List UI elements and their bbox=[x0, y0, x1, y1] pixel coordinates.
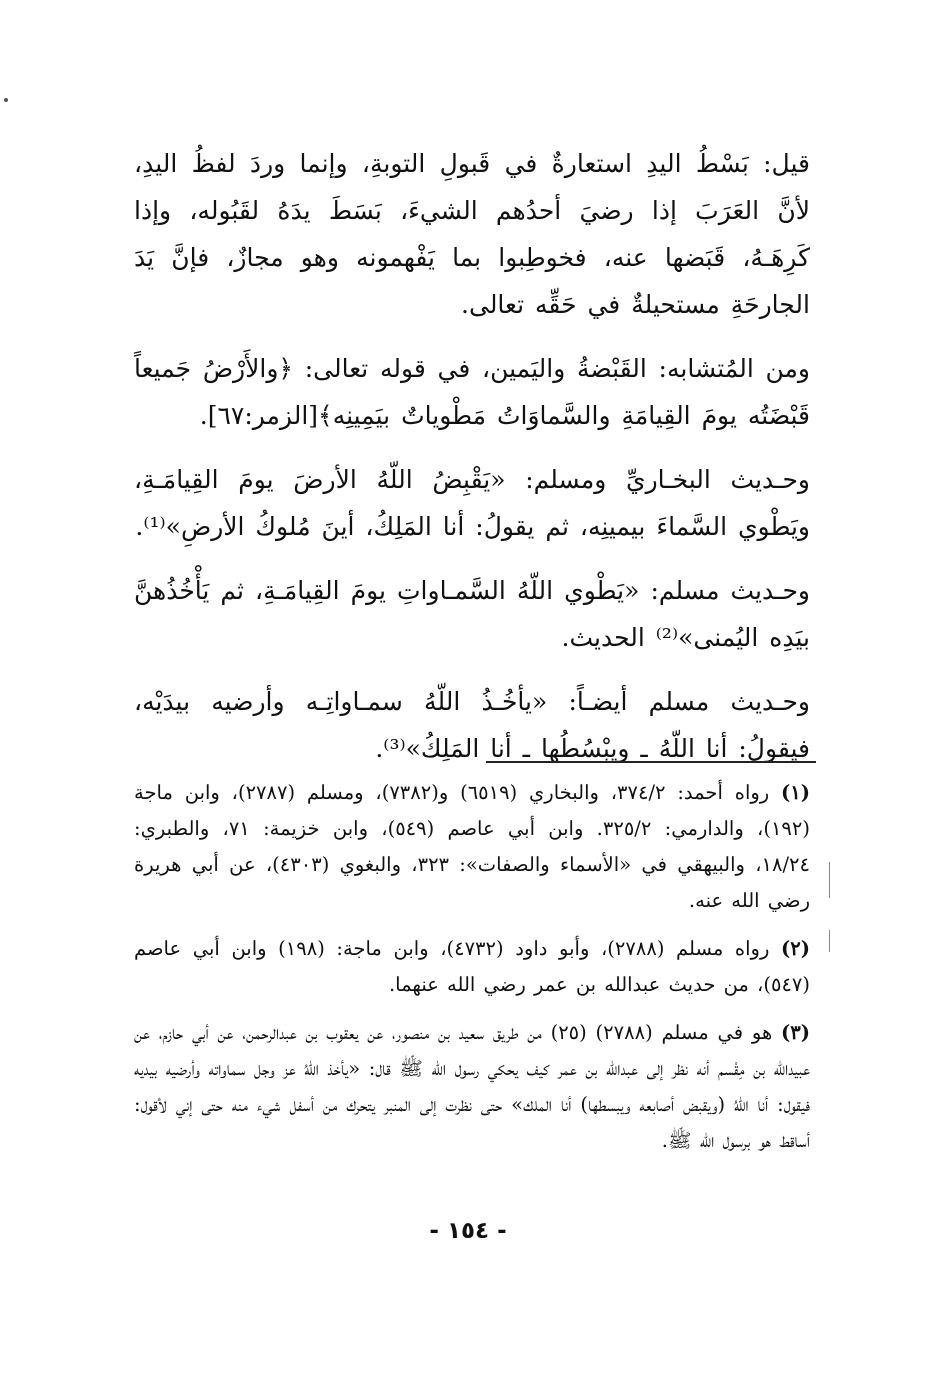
paragraph-2: ومن المُتشابه: القَبْضةُ واليَمين، في قوله تعالى: ﴿والأَرْضُ جَميعاً قَبْضَتُه يومَ القِيامَةِ والسَّماوَاتُ مَطْوياتٌ بيَمِينِه﴾[الزمر:٦٧]. bbox=[134, 354, 810, 430]
main-text bbox=[134, 140, 810, 789]
footnote-number: (٢) bbox=[781, 937, 810, 960]
paragraph-4: وحـديث مسلم: «يَطْوي اللّهُ السَّمـاواتِ يومَ القِيامَـةِ، ثم يَأْخُذُهنَّ بيَدِه اليُمنى»⁽²⁾ الحديث. bbox=[134, 576, 810, 652]
footnotes bbox=[134, 775, 810, 1171]
footnote-1 bbox=[134, 775, 810, 919]
margin-mark bbox=[829, 862, 830, 898]
footnote-number: (١) bbox=[781, 781, 810, 804]
footnote-text: رواه مسلم (٢٧٨٨)، وأبو داود (٤٧٣٢)، وابن ماجة: (١٩٨) وابن أبي عاصم (٥٤٧)، من حديث عبدالله بن عمر رضي الله عنهما. bbox=[134, 937, 810, 996]
scan-speck bbox=[4, 98, 8, 102]
footnote-text: رواه أحمد: ٣٧٤/٢، والبخاري (٦٥١٩) و(٧٣٨٢)، ومسلم (٢٧٨٧)، وابن ماجة (١٩٢)، والدارمي: ٣٢٥/٢. وابن أبي عاصم (٥٤٩)، وابن خزيمة: ٧١، والطبري: ١٨/٢٤، والبيهقي في «الأسماء والصفات»: ٣٢٣، والبغوي (٤٣٠٣)، عن أبي هريرة رضي الله عنه. bbox=[134, 781, 810, 912]
footnote-number: (٣) bbox=[781, 1021, 810, 1044]
page-number: - ١٥٤ - bbox=[429, 1218, 507, 1244]
footnote-text: هو في مسلم (٢٧٨٨) (٢٥) من طريق سعيد بن منصور، عن يعقوب بن عبدالرحمن، عن أبي حازم، عن عبيدالله بن مِقْسم أنه نظر إلى عبدالله بن عمر كيف يحكي رسول الله ﷺ قال: «يأخذ اللهُ عز وجل سماواته وأرضيه بيديه فيقول: أنا اللهُ (ويقبض أصابعه ويبسطها) أنا الملك» حتى نظرت إلى المنبر يتحرك من أسفل شيء منه حتى إني لأقول: أساقط هو برسول الله ﷺ. bbox=[134, 1021, 810, 1152]
paragraph-1: قيل: بَسْطُ اليدِ استعارةٌ في قَبولِ التوبةِ، وإنما وردَ لفظُ اليدِ، لأنَّ العَرَبَ إذا رضيَ أحدُهم الشيءَ، بَسَطَ يدَهُ لقَبُوله، وإذا كَرِهَـهُ، قَبَضها عنه، فخوطِبوا بما يَفْهمونه وهو مجازٌ، فإنَّ يَدَ الجارحَةِ مستحيلةٌ في حَقِّه تعالى. bbox=[134, 149, 810, 319]
paragraph-3: وحـديث البخـاريِّ ومسلم: «يَقْبِضُ اللّهُ الأرضَ يومَ القِيامَـةِ، ويَطْوي السَّماءَ بيمينِه، ثم يقولُ: أنا المَلِكُ، أينَ مُلوكُ الأرضِ»⁽¹⁾. bbox=[134, 465, 810, 541]
margin-mark bbox=[829, 930, 830, 952]
paragraph-5: وحـديث مسلم أيضـاً: «يأخُـذُ اللّهُ سمـاواتِـه وأرضيه بيدَيْه، فيقولُ: أنا اللّهُ ـ ويبْسُطُها ـ أنا المَلِكُ»⁽³⁾. bbox=[134, 687, 810, 763]
footnote-3 bbox=[134, 1015, 810, 1159]
footnote-separator bbox=[486, 761, 816, 763]
footnote-2 bbox=[134, 931, 810, 1003]
